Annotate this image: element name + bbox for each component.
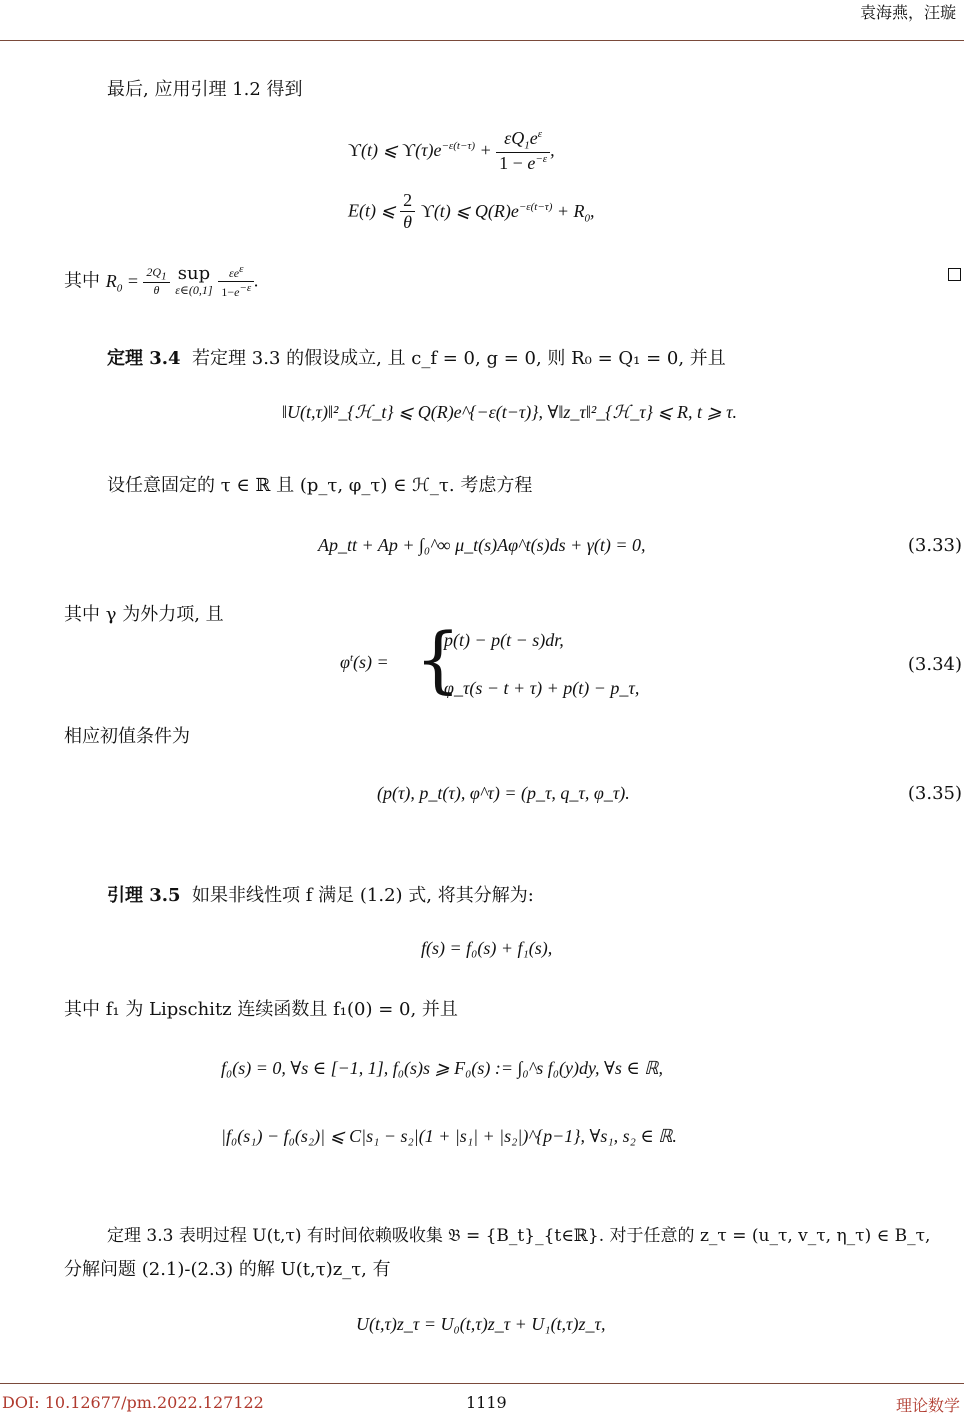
footer-page-number: 1119 <box>466 1393 507 1412</box>
theorem-3-4 <box>107 344 726 370</box>
equation-f0-line-2: |f₀(s₁) − f₀(s₂)| ⩽ C|s₁ − s₂|(1 + |s₁| + |s₂|)^{p−1}, ∀s₁, s₂ ∈ ℝ. <box>221 1126 677 1146</box>
equation-3-35: (p(τ), p_t(τ), φ^τ) = (p_τ, q_τ, φ_τ). <box>377 783 630 803</box>
equation-theorem-3-4: ‖U(t,τ)‖²_{ℋ_t} ⩽ Q(R)e^{−ε(t−τ)}, ∀‖z_τ‖²_{ℋ_τ} ⩽ R, t ⩾ τ. <box>282 402 738 422</box>
paragraph-fixed-tau: 设任意固定的 τ ∈ ℝ 且 (p_τ, φ_τ) ∈ ℋ_τ. 考虑方程 <box>107 475 533 496</box>
lemma-3-5-label: 引理 3.5 <box>107 885 181 906</box>
header-rule <box>0 40 964 41</box>
equation-number-3-33: (3.33) <box>907 535 962 556</box>
equation-U-decomposition: U(t,τ)z_τ = U₀(t,τ)z_τ + U₁(t,τ)z_τ, <box>356 1314 606 1334</box>
equation-energy: E(t) ⩽ $\frac{2}{\theta}$ ϒ(t) ⩽ $Q(R)e^{-\varepsilon(t-\tau)} + R_0$, <box>348 190 595 232</box>
equation-3-34-case-2: φ_τ(s − t + τ) + p(t) − p_τ, <box>444 678 640 698</box>
lemma-3-5-text: 如果非线性项 f 满足 (1.2) 式, 将其分解为: <box>192 885 534 906</box>
equation-number-3-34: (3.34) <box>907 654 962 675</box>
theorem-3-4-label: 定理 3.4 <box>107 348 181 369</box>
equation-number-3-35: (3.35) <box>907 783 962 804</box>
paragraph-r0-definition: 其中 $R_0$ = $\frac{2Q_1}{\theta}$ sup ε∈(0,1] $\frac{\varepsilon e^\varepsilon}{1-e^{-\varepsilon}}$ . <box>64 262 259 299</box>
equation-upsilon: ϒ(t) ⩽ $ϒ(\tau)e^{-\varepsilon(t-\tau)}$ + $\frac{\varepsilon Q_1e^\varepsilon}{1 - e^{-\varepsilon}}$ , <box>348 128 555 173</box>
equation-f-decomposition: f(s) = f₀(s) + f₁(s), <box>421 938 553 958</box>
paragraph-absorbing-set-line-2: 分解问题 (2.1)-(2.3) 的解 U(t,τ)z_τ, 有 <box>64 1259 391 1280</box>
paragraph-gamma: 其中 γ 为外力项, 且 <box>64 604 224 625</box>
paragraph-f1-lipschitz: 其中 f₁ 为 Lipschitz 连续函数且 f₁(0) = 0, 并且 <box>64 999 458 1020</box>
equation-3-34-brace: { <box>415 617 461 701</box>
paragraph-initial-conditions: 相应初值条件为 <box>64 726 190 747</box>
running-header-authors: 袁海燕，汪璇 <box>859 3 956 22</box>
equation-f0-line-1: f₀(s) = 0, ∀s ∈ [−1, 1], f₀(s)s ⩾ F₀(s) := ∫₀^s f₀(y)dy, ∀s ∈ ℝ, <box>221 1058 663 1078</box>
qed-symbol <box>948 268 961 281</box>
theorem-3-4-text: 若定理 3.3 的假设成立, 且 c_f = 0, g = 0, 则 R₀ = Q₁ = 0, 并且 <box>192 348 726 369</box>
footer-journal-link[interactable]: 理论数学 <box>895 1396 960 1415</box>
footer-doi-link[interactable]: DOI: 10.12677/pm.2022.127122 <box>2 1393 264 1412</box>
equation-3-34-case-1: p(t) − p(t − s)dr, <box>444 630 564 650</box>
r0-lead: 其中 <box>64 270 100 292</box>
lemma-3-5 <box>107 881 534 907</box>
equation-3-34-lhs: $\varphi^t(s)$ = <box>340 652 389 672</box>
paragraph-intro: 最后, 应用引理 1.2 得到 <box>107 79 303 100</box>
paragraph-absorbing-set-line-1: 定理 3.3 表明过程 U(t,τ) 有时间依赖吸收集 𝔅 = {B_t}_{t∈ℝ}. 对于任意的 z_τ = (u_τ, v_τ, η_τ) ∈ B_τ, <box>107 1226 931 1246</box>
footer-rule <box>0 1383 964 1384</box>
equation-3-33: Ap_tt + Ap + ∫₀^∞ μ_t(s)Aφ^t(s)ds + γ(t) = 0, <box>318 535 646 555</box>
